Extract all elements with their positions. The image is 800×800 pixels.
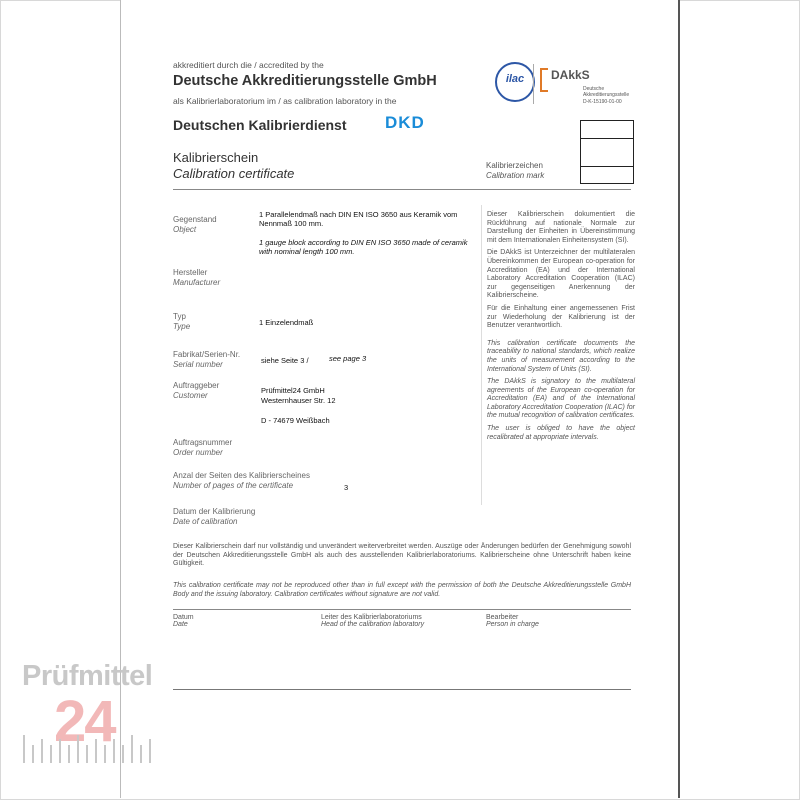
mark-label-en: Calibration mark xyxy=(486,171,545,180)
accredited-line: akkreditiert durch die / accredited by the xyxy=(173,60,324,70)
signature-bottom-line xyxy=(173,689,631,690)
sig-person-label: Bearbeiter Person in charge xyxy=(486,614,539,628)
certificate-sheet xyxy=(120,0,680,798)
pages-value: 3 xyxy=(344,483,349,492)
customer-line2: Westernhauser Str. 12 xyxy=(261,396,336,405)
logo-divider xyxy=(533,64,534,104)
dakks-code: D-K-15190-01-00 xyxy=(583,99,622,105)
manufacturer-label: Hersteller Manufacturer xyxy=(173,268,221,287)
mark-label-de: Kalibrierzeichen xyxy=(486,161,543,170)
info-p2: Die DAkkS ist Unterzeichner der multilateralen Übereinkommen der European co-operation for Accreditation (EA) und der International Laboratory Accreditation Cooperation (ILAC) zur gegenseitigen Anerkennung der Kalibrierscheine. xyxy=(487,249,635,300)
notice-en: This calibration certificate may not be reproduced other than in full except with the permission of both the Deutsche Akkreditierungsstelle GmbH Body and the issuing laboratory. Calibration certificates without signature are not valid. xyxy=(173,582,631,598)
sig-head-label: Leiter des Kalibrierlaboratoriums Head of the calibration laboratory xyxy=(321,614,425,628)
type-label: Typ Type xyxy=(173,312,191,331)
type-value: 1 Einzelendmaß xyxy=(259,318,314,327)
serial-value-de: siehe Seite 3 / xyxy=(261,356,309,365)
ilac-logo: ilac xyxy=(495,62,535,102)
order-label: Auftragsnummer Order number xyxy=(173,438,233,457)
brand-name: Prüfmittel xyxy=(22,660,153,692)
info-p1: Dieser Kalibrierschein dokumentiert die Rückführung auf nationale Normale zur Darstellung der Einheiten in Übereinstimmung mit dem Internationalen Einheitensystem (SI). xyxy=(487,211,635,244)
org-name: Deutsche Akkreditierungsstelle GmbH xyxy=(173,73,437,89)
info-p3: Für die Einhaltung einer angemessenen Frist zur Wiederholung der Kalibrierung ist der Benutzer verantwortlich. xyxy=(487,304,635,330)
object-value-de: 1 Parallelendmaß nach DIN EN ISO 3650 aus Keramik vom Nennmaß 100 mm. xyxy=(259,210,458,228)
pages-label: Anzal der Seiten des Kalibrierscheines Number of pages of the certificate xyxy=(173,471,310,490)
right-info-column xyxy=(487,211,635,442)
sig-date-label: Datum Date xyxy=(173,614,194,628)
signature-top-line xyxy=(173,609,631,610)
serial-value-en: see page 3 xyxy=(329,354,367,363)
dkd-logo: DKD xyxy=(385,113,425,132)
object-label: Gegenstand Object xyxy=(173,215,217,234)
info-p6: The user is obliged to have the object recalibrated at appropriate intervals. xyxy=(487,425,635,441)
brand-number: 24 xyxy=(54,689,115,754)
serial-label: Fabrikat/Serien-Nr. Serial number xyxy=(173,350,241,369)
dakks-sub2: Akkreditierungsstelle xyxy=(583,92,630,98)
date-label: Datum der Kalibrierung Date of calibration xyxy=(173,507,256,526)
brand-ruler-icon xyxy=(22,735,157,765)
info-p5: The DAkkS is signatory to the multilateral agreements of the European co-operation for Accreditation (EA) and of the International Laboratory Accreditation Cooperation (ILAC) for the mutual recognition of calibration certificates. xyxy=(487,378,635,420)
column-divider xyxy=(481,205,482,505)
object-value-en: 1 gauge block according to DIN EN ISO 3650 made of ceramik with nominal length 100 mm. xyxy=(259,238,468,256)
notice-de: Dieser Kalibrierschein darf nur vollständig und unverändert weiterverbreitet werden. Auszüge oder Änderungen bedürfen der Genehmigung sowohl der Deutschen Akkreditierungsstelle GmbH als auch des ausstellenden Kalibrierlaboratoriums. Kalibrierscheine ohne Unterschrift haben keine Gültigkeit. xyxy=(173,543,631,568)
dakks-mark-icon xyxy=(540,68,548,92)
customer-line1: Prüfmittel24 GmbH xyxy=(261,386,325,395)
service-name: Deutschen Kalibrierdienst xyxy=(173,117,347,133)
customer-label: Auftraggeber Customer xyxy=(173,381,220,400)
calibration-mark-box xyxy=(580,120,634,184)
dakks-logo: DAkkS xyxy=(551,68,590,82)
title-de: Kalibrierschein xyxy=(173,150,259,165)
dakks-sub1: Deutsche xyxy=(583,86,605,92)
title-en: Calibration certificate xyxy=(173,166,295,181)
info-p4: This calibration certificate documents the traceability to national standards, which realize the units of measurement according to the International System of Units (SI). xyxy=(487,339,635,373)
lab-line: als Kalibrierlaboratorium im / as calibration laboratory in the xyxy=(173,96,397,106)
title-divider xyxy=(173,189,631,190)
customer-line3: D - 74679 Weißbach xyxy=(261,416,330,425)
